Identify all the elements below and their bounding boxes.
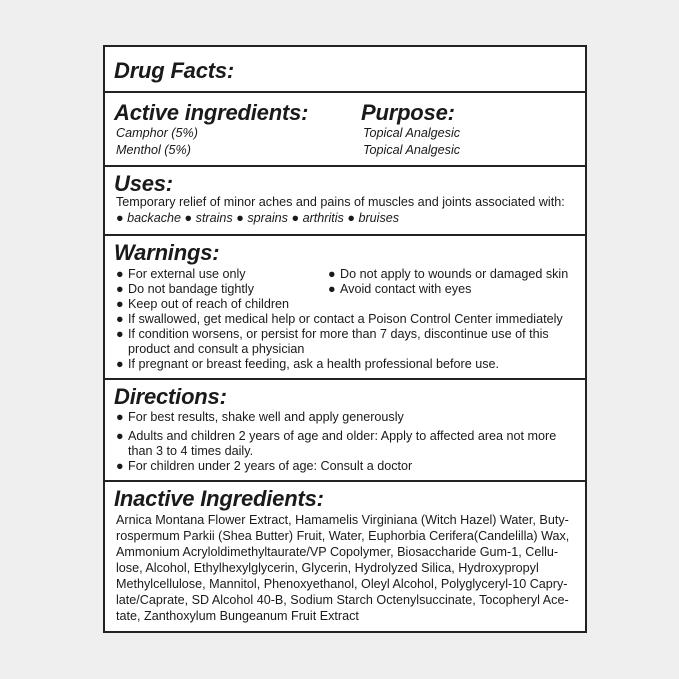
active-ingredient-purpose: Topical Analgesic xyxy=(363,143,461,157)
warnings-heading: Warnings: xyxy=(114,240,220,265)
list-item: arthritis xyxy=(302,211,344,225)
list-bullet: ● xyxy=(116,211,124,225)
list-bullet: ● xyxy=(184,211,193,225)
divider xyxy=(105,91,585,93)
list-item: ● For children under 2 years of age: Consult a doctor xyxy=(116,459,413,473)
list-item: ● If condition worsens, or persist for more than 7 days, discontinue use of this xyxy=(116,327,549,341)
drug-facts-panel xyxy=(103,45,587,633)
divider xyxy=(105,165,585,167)
list-item: strains xyxy=(195,211,233,225)
list-bullet: ● xyxy=(116,297,124,311)
active-ingredients-heading: Active ingredients: xyxy=(114,100,309,125)
list-bullet: ● xyxy=(116,327,124,341)
list-item-continued: than 3 to 4 times daily. xyxy=(128,444,254,458)
list-bullet: ● xyxy=(328,282,336,296)
page-title: Drug Facts: xyxy=(114,58,235,83)
uses-text: Temporary relief of minor aches and pains of muscles and joints associated with: xyxy=(116,195,565,209)
list-bullet: ● xyxy=(291,211,300,225)
inactive-ingredients-line: rospermum Parkii (Shea Butter) Fruit, Water, Euphorbia Cerifera(Candelilla) Wax, xyxy=(116,529,570,543)
list-item: bruises xyxy=(358,211,400,225)
list-bullet: ● xyxy=(347,211,355,225)
list-item: ● If swallowed, get medical help or contact a Poison Control Center immediately xyxy=(116,312,563,326)
list-item: backache xyxy=(127,211,182,225)
list-item-continued: product and consult a physician xyxy=(128,342,305,356)
inactive-ingredients-line: late/Caprate, SD Alcohol 40-B, Sodium Starch Octenylsuccinate, Tocopheryl Ace- xyxy=(116,593,569,607)
list-item: ● Adults and children 2 years of age and older: Apply to affected area not more xyxy=(116,429,557,443)
list-bullet: ● xyxy=(116,312,124,326)
list-bullet: ● xyxy=(116,267,124,281)
list-item: ● Avoid contact with eyes xyxy=(328,282,472,296)
list-item: ● For external use only xyxy=(116,267,246,281)
uses-heading: Uses: xyxy=(114,171,173,196)
active-ingredient-purpose: Topical Analgesic xyxy=(363,126,461,140)
inactive-ingredients-line: tate, Zanthoxylum Bungeanum Fruit Extract xyxy=(116,609,359,623)
uses-list xyxy=(116,211,399,226)
active-ingredient-name: Menthol (5%) xyxy=(116,143,191,157)
list-bullet: ● xyxy=(236,211,244,225)
list-item: ● For best results, shake well and apply generously xyxy=(116,410,404,424)
divider xyxy=(105,234,585,236)
list-item: ● Do not bandage tightly xyxy=(116,282,255,296)
list-bullet: ● xyxy=(328,267,336,281)
inactive-ingredients-heading: Inactive Ingredients: xyxy=(114,486,324,511)
directions-heading: Directions: xyxy=(114,384,227,409)
inactive-ingredients-line: Arnica Montana Flower Extract, Hamamelis Virginiana (Witch Hazel) Water, Buty- xyxy=(116,513,569,527)
inactive-ingredients-line: Methylcellulose, Mannitol, Phenoxyethanol, Oleyl Alcohol, Polyglyceryl-10 Capry- xyxy=(116,577,568,591)
list-item: sprains xyxy=(247,211,288,225)
list-bullet: ● xyxy=(116,282,124,296)
purpose-heading: Purpose: xyxy=(361,100,455,125)
list-bullet: ● xyxy=(116,429,124,443)
divider xyxy=(105,480,585,482)
list-item: ● Do not apply to wounds or damaged skin xyxy=(328,267,569,281)
list-bullet: ● xyxy=(116,410,124,424)
active-ingredient-name: Camphor (5%) xyxy=(116,126,198,140)
inactive-ingredients-line: lose, Alcohol, Ethylhexylglycerin, Glycerin, Hydrolyzed Silica, Hydroxypropyl xyxy=(116,561,539,575)
divider xyxy=(105,378,585,380)
inactive-ingredients-line: Ammonium Acryloldimethyltaurate/VP Copolymer, Biosaccharide Gum-1, Cellu- xyxy=(116,545,559,559)
list-item: ● If pregnant or breast feeding, ask a health professional before use. xyxy=(116,357,500,371)
list-item: ● Keep out of reach of children xyxy=(116,297,290,311)
list-bullet: ● xyxy=(116,357,124,371)
list-bullet: ● xyxy=(116,459,124,473)
